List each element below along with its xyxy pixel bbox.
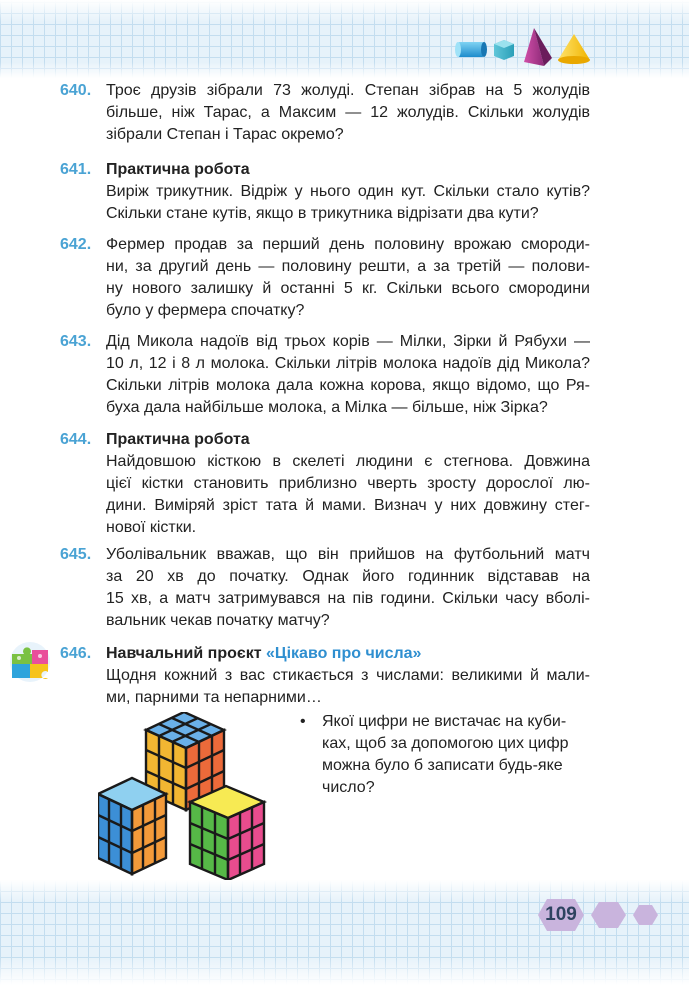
problem-number: 641. [60,161,92,178]
text-line: за 20 хв до початку. Однак його годинник відставав на [106,568,590,585]
text-line: більше, ніж Тарас, а Максим — 12 жолудів. Скільки жолудів [106,104,590,121]
problem-text [106,331,590,419]
bullet-text [322,711,590,799]
problem-643 [60,331,590,419]
text-line: Скільки літрів молока дала кожна корова, якщо відомо, що Ря- [106,377,590,394]
text-line: Якої цифри не вистачає на куби- [322,713,567,730]
text-line: Дід Микола надоїв від трьох корів — Мілки, Зірки й Рябухи — [106,333,590,350]
rubiks-cubes-image [98,712,270,882]
text-line: дини. Виміряй зріст тата й мами. Визнач у них довжину стег- [106,497,590,514]
text-line: 15 хв, а матч затримувався на пів години. Скільки часу вболі- [106,590,590,607]
text-line: Щодня кожний з вас стикається з числами: великими й мали- [106,667,590,684]
geometric-shapes-icon [452,26,592,70]
problem-text [106,234,590,322]
problem-number: 646. [60,645,92,662]
problem-number: 643. [60,333,92,350]
problem-text [106,159,590,225]
problem-number: 645. [60,546,92,563]
text-line: ни, за другий день — половину решти, а за третій — полови- [106,258,590,275]
text-line: 10 л, 12 і 8 л молока. Скільки літрів молока надоїв дід Микола? [106,355,590,372]
text-line: ках, щоб за допомогою цих цифр [322,735,569,752]
problem-642 [60,234,590,322]
project-heading [106,643,590,665]
text-line: Фермер продав за перший день половину врожаю смороди- [106,236,590,253]
problem-heading: Практична робота [106,161,250,178]
problem-text [106,643,590,709]
text-line: можна було б записати будь-яке [322,757,563,774]
problem-646 [60,643,590,709]
text-line: Найдовшою кісткою в скелеті людини є стегнова. Довжина [106,453,590,470]
problem-heading: Практична робота [106,431,250,448]
text-line: зібрали Степан і Тарас окремо? [106,126,344,143]
text-line: було у фермера спочатку? [106,302,305,319]
text-line: цієї кістки становить приблизно чверть зросту дорослої лю- [106,475,590,492]
problem-number: 640. [60,82,92,99]
problem-number: 644. [60,431,92,448]
text-line: нової кістки. [106,519,197,536]
text-line: число? [322,779,375,796]
puzzle-icon [6,640,54,684]
text-line: вальник чекав початку матчу? [106,612,330,629]
problem-text [106,429,590,539]
problem-text [106,80,590,146]
text-line: Виріж трикутник. Відріж у нього один кут. Скільки стало кутів? [106,183,590,200]
text-line: ну нового залишку й останні 5 кг. Скільки всього смородини [106,280,590,297]
problem-645 [60,544,590,632]
project-heading-label: Навчальний проєкт [106,645,262,662]
problem-640 [60,80,590,146]
problem-641 [60,159,590,225]
page-number: 109 [545,904,577,925]
text-line: Скільки стане кутів, якщо в трикутника відрізати два кути? [106,205,539,222]
text-line: буха дала найбільше молока, а Мілка — більше, ніж Зірка? [106,399,548,416]
problem-644 [60,429,590,539]
problem-number: 642. [60,236,92,253]
bullet-question [300,711,590,799]
bullet-marker: • [300,713,306,730]
problem-text [106,544,590,632]
text-line: Уболівальник вважав, що він прийшов на футбольний матч [106,546,590,563]
text-line: ми, парними та непарними… [106,689,322,706]
text-line: Троє друзів зібрали 73 жолуді. Степан зібрав на 5 жолудів [106,82,590,99]
footer-grid-band [0,880,689,985]
project-title: «Цікаво про числа» [266,645,422,662]
